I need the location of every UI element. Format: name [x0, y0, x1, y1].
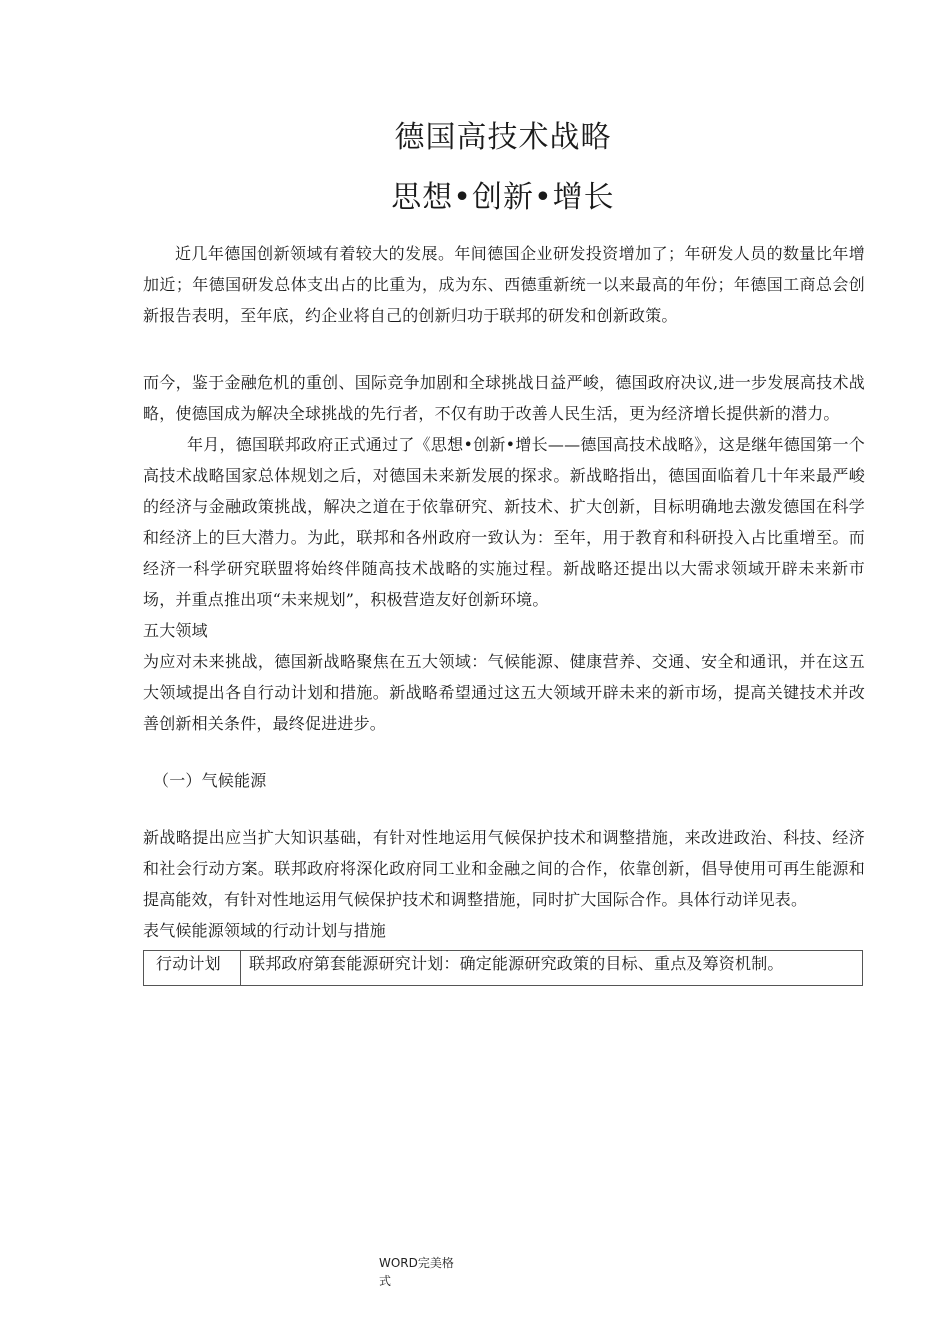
- subsection-heading-climate-energy: （一）气候能源: [153, 771, 267, 790]
- table-row: [144, 951, 863, 986]
- table-caption: 表气候能源领域的行动计划与措施: [143, 921, 387, 940]
- paragraph-intro: 近几年德国创新领域有着较大的发展。年间德国企业研发投资增加了；年研发人员的数量比年增加近；年德国研发总体支出占的比重为，成为东、西德重新统一以来最高的年份；年德国工商总会创新报告表明，至年底，约企业将自己的创新归功于联邦的研发和创新政策。: [143, 244, 865, 325]
- page-footer: [379, 1254, 469, 1290]
- paragraph-strategy: 年月，德国联邦政府正式通过了《思想•创新•增长——德国高技术战略》，这是继年德国第一个高技术战略国家总体规划之后，对德国未来新发展的探求。新战略指出，德国面临着几十年来最严峻的经济与金融政策挑战，解决之道在于依靠研究、新技术、扩大创新，目标明确地去激发德国在科学和经济上的巨大潜力。为此，联邦和各州政府一致认为：至年，用于教育和科研投入占比重增至。而经济一科学研究联盟将始终伴随高技术战略的实施过程。新战略还提出以大需求领域开辟未来新市场，并重点推出项“未来规划”，积极营造友好创新环境。: [143, 435, 865, 609]
- table-cell-content: 联邦政府第套能源研究计划：确定能源研究政策的目标、重点及筹资机制。: [241, 951, 863, 986]
- table-cell-label: 行动计划: [144, 951, 241, 986]
- document-body: [143, 238, 865, 986]
- paragraph-climate-energy: 新战略提出应当扩大知识基础，有针对性地运用气候保护技术和调整措施，来改进政治、科技、经济和社会行动方案。联邦政府将深化政府同工业和金融之间的合作，依靠创新，倡导使用可再生能源和提高能效，有针对性地运用气候保护技术和调整措施，同时扩大国际合作。具体行动详见表。: [143, 828, 865, 909]
- footer-line-1: WORD完美格: [379, 1256, 454, 1270]
- paragraph-context: 而今，鉴于金融危机的重创、国际竞争加剧和全球挑战日益严峻，德国政府决议,进一步发展高技术战略，使德国成为解决全球挑战的先行者，不仅有助于改善人民生活，更为经济增长提供新的潜力。: [143, 373, 865, 423]
- paragraph-five-areas: 为应对未来挑战，德国新战略聚焦在五大领域：气候能源、健康营养、交通、安全和通讯，并在这五大领域提出各自行动计划和措施。新战略希望通过这五大领域开辟未来的新市场，提高关键技术并改善创新相关条件，最终促进进步。: [143, 652, 865, 733]
- action-plan-table: [143, 950, 863, 986]
- footer-line-2: 式: [379, 1274, 392, 1288]
- document-title: 德国高技术战略: [394, 120, 612, 155]
- section-heading-five-areas: 五大领域: [143, 621, 208, 640]
- document-subtitle: 思想•创新•增长: [391, 180, 615, 215]
